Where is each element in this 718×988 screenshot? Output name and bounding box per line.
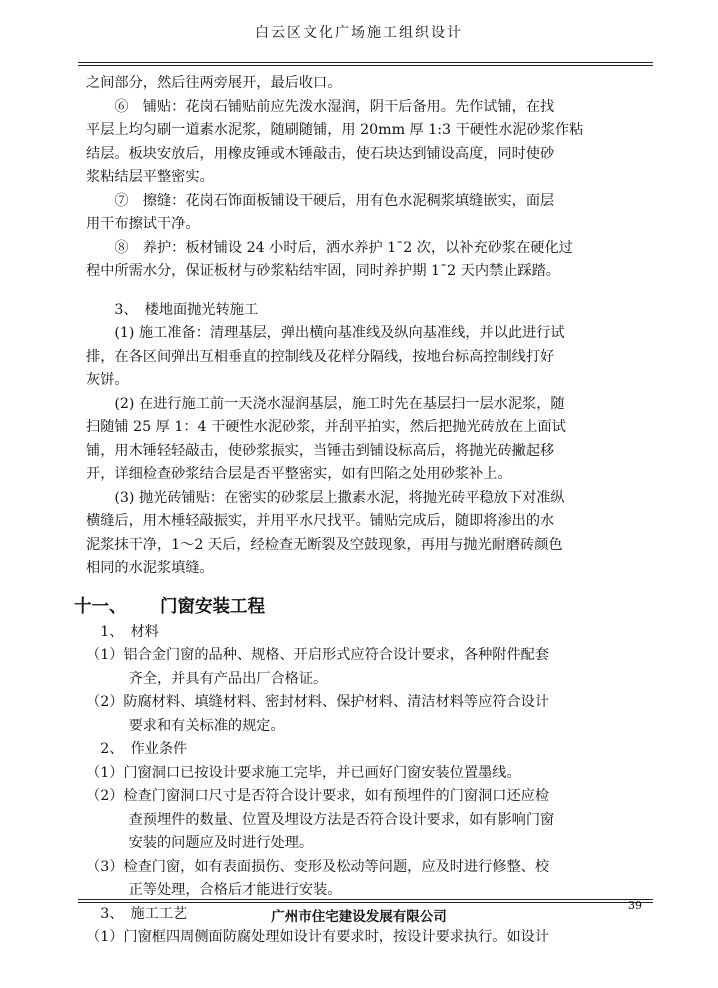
spacer [86, 284, 646, 299]
section-heading: 3、 施工工艺 [86, 905, 188, 922]
body-line: 齐全，并具有产品出厂合格证。 [86, 670, 328, 687]
body-line: 平层上均匀刷一道素水泥浆，随刷随铺，用 20mm 厚 1:3 干硬性水泥砂浆作粘 [86, 122, 584, 138]
body-line: 泥浆抹干净，1～2 天后，经检查无断裂及空鼓现象，再用与抛光耐磨砖颜色 [86, 536, 563, 553]
body-line: 排，在各区间弹出互相垂直的控制线及花样分隔线，按地台标高控制线打好 [86, 348, 555, 365]
header-rule-secondary [78, 65, 653, 66]
section-heading: 3、 楼地面抛光转施工 [86, 301, 259, 318]
body-line: （1）铝合金门窗的品种、规格、开启形式应符合设计要求，各种附件配套 [86, 647, 550, 663]
spacer [86, 581, 646, 593]
body-line: 铺，用木锤轻轻敲击，使砂浆振实，当锤击到铺设标高后，将抛光砖撇起移 [86, 442, 555, 459]
body-line: （2）检查门窗洞口尺寸是否符合设计要求，如有预埋件的门窗洞口还应检 [86, 788, 550, 804]
footer-company: 广州市住宅建设发展有限公司 [271, 909, 447, 925]
body-line: (3) 抛光砖铺贴：在密实的砂浆层上撒素水泥，将抛光砖平稳放下对准纵 [86, 489, 565, 506]
body-line: 程中所需水分，保证板材与砂浆粘结牢固，同时养护期 1¯2 天内禁止踩踏。 [86, 263, 560, 279]
page-header: 白云区文化广场施工组织设计 [255, 25, 463, 41]
page-number: 39 [628, 899, 642, 912]
body-line: 之间部分，然后往两旁展开，最后收口。 [86, 75, 342, 91]
footer-rule [78, 899, 653, 900]
body-line: 用干布擦试干净。 [86, 216, 200, 232]
body-line: ⑧ 养护：板材铺设 24 小时后，洒水养护 1¯2 次，以补充砂浆在硬化过 [86, 239, 573, 256]
body-line: 结层。板块安放后，用橡皮锤或木锤敲击，使石块达到铺设高度，同时使砂 [86, 145, 555, 162]
body-line: 开，详细检查砂浆结合层是否平整密实，如有凹陷之处用砂浆补上。 [86, 466, 512, 482]
body-line: 安装的问题应及时进行处理。 [86, 835, 314, 851]
header-rule [78, 62, 653, 63]
body-line: 正等处理，合格后才能进行安装。 [86, 882, 342, 898]
body-line: 扫随铺 25 厚 1：4 干硬性水泥砂浆，并刮平拍实，然后把抛光砖放在上面试 [86, 419, 566, 435]
chapter-title: 门窗安装工程 [160, 596, 265, 617]
body-line: (2) 在进行施工前一天浇水湿润基层，施工时先在基层扫一层水泥浆，随 [86, 395, 565, 412]
body-line: （1）门窗洞口已按设计要求施工完毕，并已画好门窗安装位置墨线。 [86, 764, 521, 781]
body-line: 浆粘结层平整密实。 [86, 169, 214, 185]
body-line: ⑥ 铺贴：花岗石铺贴前应先泼水湿润，阴干后备用。先作试铺，在找 [86, 98, 555, 115]
body-line: 相同的水泥浆填缝。 [86, 560, 214, 576]
body-line: 灰饼。 [86, 372, 129, 388]
body-line: （3）检查门窗，如有表面损伤、变形及松动等问题，应及时进行修整、校 [86, 858, 550, 875]
body-line: （1）门窗框四周侧面防腐处理如设计有要求时，按设计要求执行。如设计 [86, 929, 550, 945]
body-line: ⑦ 擦缝：花岗石饰面板铺设干硬后，用有色水泥稠浆填缝嵌实，面层 [86, 192, 555, 209]
section-heading: 2、 作业条件 [86, 741, 188, 757]
body-line: 横缝后，用木棰轻敲振实，并用平水尺找平。铺贴完成后，随即将渗出的水 [86, 513, 555, 529]
footer-rule-secondary [78, 902, 653, 903]
body-line: 查预埋件的数量、位置及埋设方法是否符合设计要求，如有影响门窗 [86, 811, 555, 828]
body-line: 要求和有关标准的规定。 [86, 717, 285, 734]
chapter-number: 十一、 [74, 596, 127, 617]
chapter-heading [74, 593, 646, 621]
body-line: (1) 施工准备：清理基层，弹出横向基准线及纵向基准线，并以此进行试 [86, 325, 565, 341]
section-heading: 1、 材料 [86, 623, 159, 640]
page-body [74, 72, 646, 950]
body-line: （2）防腐材料、填缝材料、密封材料、保护材料、清洁材料等应符合设计 [86, 694, 550, 710]
